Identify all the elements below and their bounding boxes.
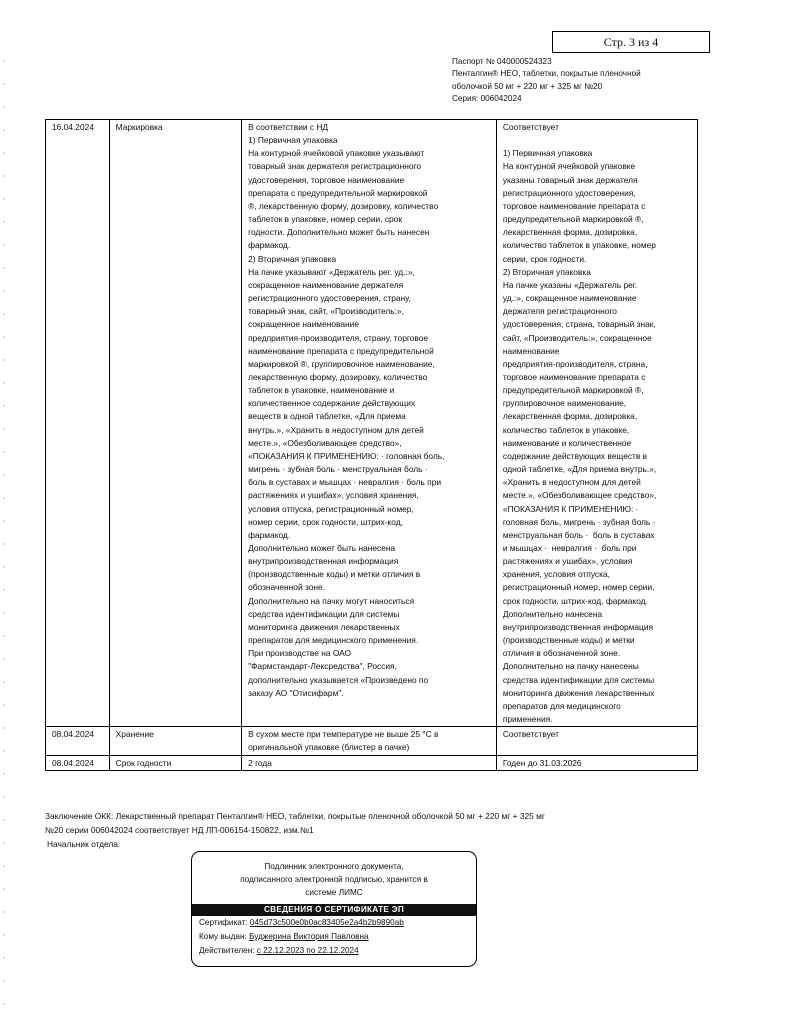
test-date: 08.04.2024 <box>52 757 94 768</box>
requirement-line: мигрень · зубная боль · менструальная боль · <box>248 464 428 475</box>
requirement-line: внутрь.», «Хранить в недоступном для детей <box>248 424 424 435</box>
result-line: применения. <box>502 714 553 725</box>
requirement-line: При производстве на ОАО <box>248 648 352 659</box>
result-cell <box>496 120 697 727</box>
cert-label: Сертификат: <box>199 918 248 927</box>
result-line: Дополнительно на пачку нанесены <box>502 661 639 672</box>
result-line: предприятия-производителя, страна, <box>502 358 648 369</box>
requirement-line: 1) Первичная упаковка <box>248 135 338 146</box>
requirement-line: таблеток в упаковке, наименование и <box>248 385 395 396</box>
page-number: Стр. 3 из 4 <box>603 34 659 49</box>
issued-value: Буджерина Виктория Павловна <box>249 932 369 941</box>
certificate-row <box>192 916 476 930</box>
result-line: мониторинга движения лекарственных <box>502 687 655 698</box>
requirement-line: средства идентификации для системы <box>248 608 400 619</box>
issued-label: Кому выдан: <box>199 932 247 941</box>
result-line: менструальная боль · боль в суставах <box>502 529 655 540</box>
result-cell <box>496 727 697 755</box>
result-line: срок годности, штрих-код, фармакод. <box>502 595 648 606</box>
requirement-line: маркировкой ®, группировочное наименование, <box>248 358 435 369</box>
page-number-box <box>552 31 710 53</box>
table-row <box>46 120 698 727</box>
result-line: одной таблетке, «Для приема внутрь.», <box>502 464 657 475</box>
result-line: содержание действующих веществ в <box>502 450 648 461</box>
result-line: количество таблеток в упаковке, номер <box>502 240 656 251</box>
parameter-cell <box>109 727 241 755</box>
requirement-line: Дополнительно на пачку могут наноситься <box>248 595 415 606</box>
result-line: 2) Вторичная упаковка <box>502 266 591 277</box>
cert-value: 045d73c500e0b0ac83405e2a4b2b9890ab <box>249 918 404 927</box>
requirement-line: лекарственную форму, дозировку, количество <box>248 371 428 382</box>
parameter-name: Срок годности <box>115 757 172 768</box>
requirement-line: товарный знак, сайт, «Производитель:», <box>248 306 404 317</box>
result-line: сайт, «Производитель:», сокращенное <box>502 332 652 343</box>
requirement-line: месте.», «Обезболивающее средство», <box>248 437 402 448</box>
requirement-line: товарный знак держателя регистрационного <box>248 161 422 172</box>
requirement-line: "Фармстандарт-Лексредства", Россия, <box>248 661 397 672</box>
result-line: Дополнительно нанесена <box>502 608 603 619</box>
result-line: хранения, условия отпуска, <box>502 569 610 580</box>
result-line: средства идентификации для системы <box>502 674 655 685</box>
result-line: лекарственная форма, дозировка, <box>502 411 638 422</box>
result-line: регистрационный номер, номер серии, <box>502 582 655 593</box>
chief-label: Начальник отдела: <box>47 839 121 849</box>
product-name-line1: Пенталгин® НЕО, таблетки, покрытые пленочной <box>452 69 641 79</box>
requirement-line: количественное содержание действующих <box>248 398 416 409</box>
result-line: месте.», «Обезболивающее средство», <box>502 490 657 501</box>
requirement-line: На контурной ячейковой упаковке указывают <box>248 148 425 159</box>
requirement-line: Дополнительно может быть нанесена <box>248 543 396 553</box>
result-line <box>503 134 694 147</box>
result-line: 1) Первичная упаковка <box>502 148 593 159</box>
stamp-line1: Подлинник электронного документа, <box>264 862 404 871</box>
result-line: торговое наименование препарата с <box>502 200 646 211</box>
result-line: отличия в обозначенной зоне. <box>502 648 621 659</box>
requirement-cell <box>242 727 497 755</box>
table-row <box>46 727 698 755</box>
requirement-line: оригинальной упаковке (блистер в пачке) <box>248 742 410 753</box>
result-line: (производственные коды) и метки <box>502 635 635 646</box>
parameter-cell <box>109 120 241 727</box>
requirement-line: внутрипроизводственная информация <box>248 556 399 567</box>
parameter-name: Хранение <box>115 729 154 740</box>
result-line: уд.:», сокращенное наименование <box>502 293 637 304</box>
requirement-line: таблеток в упаковке, номер серии, срок <box>248 214 403 225</box>
valid-row <box>192 944 476 958</box>
result-line: торговое наименование препарата с <box>502 371 646 382</box>
requirement-line: сокращенное наименование держателя <box>248 279 404 290</box>
result-line: предупредительной маркировкой ®, <box>502 385 644 396</box>
requirement-line: условия отпуска, регистрационный номер, <box>248 503 414 514</box>
requirement-line: растяжениях и ушибах», условия хранения, <box>248 490 419 501</box>
test-date: 16.04.2024 <box>52 122 94 132</box>
parameter-name: Маркировка <box>115 122 163 132</box>
requirement-cell <box>242 120 497 727</box>
requirement-line: дополнительно указывается «Произведено по <box>248 674 429 685</box>
test-date: 08.04.2024 <box>52 729 94 740</box>
requirement-line: фармакод. <box>248 529 291 540</box>
certificate-info-bar: СВЕДЕНИЯ О СЕРТИФИКАТЕ ЭП <box>192 904 476 916</box>
result-line: удостоверения, страна, товарный знак, <box>502 319 656 330</box>
result-line: Годен до 31.03.2026 <box>502 757 582 768</box>
requirement-line: сокращенное наименование <box>248 319 359 330</box>
result-line: и мышцах · невралгия · боль при <box>502 543 637 553</box>
valid-label: Действителен: <box>199 946 255 955</box>
requirement-line: препарата с предупредительной маркировкой <box>248 187 428 198</box>
issued-row <box>192 930 476 944</box>
result-line: предупредительной маркировкой ®, <box>502 214 644 225</box>
requirement-line: ®, лекарственную форму, дозировку, количество <box>248 200 439 211</box>
result-line: растяжениях и ушибах», условия <box>502 556 633 567</box>
valid-value: с 22.12.2023 по 22.12.2024 <box>256 946 359 955</box>
stamp-line2: подписанного электронной подписью, хранится в <box>240 875 428 884</box>
requirement-line: заказу АО "Отисифарм". <box>248 687 344 698</box>
parameter-cell <box>109 755 241 770</box>
requirement-line: удостоверения, торговое наименование <box>248 174 405 185</box>
result-line: препаратов для медицинского <box>502 700 621 711</box>
result-line: Соответствует <box>502 729 559 740</box>
requirement-line: боль в суставах и мышцах · невралгия · боль при <box>248 477 442 488</box>
requirement-line: предприятия-производителя, страну, торговое <box>248 332 429 343</box>
requirement-line: (производственные коды) и метки отличия в <box>248 569 421 580</box>
result-line: На контурной ячейковой упаковке <box>502 161 636 172</box>
result-line: внутрипроизводственная информация <box>502 621 654 632</box>
series-number: Серия: 006042024 <box>452 94 522 104</box>
product-name-line2: оболочкой 50 мг + 220 мг + 325 мг №20 <box>452 81 603 91</box>
result-line: группировочное наименование, <box>502 398 627 409</box>
result-line: «Хранить в недоступном для детей <box>502 477 641 488</box>
requirement-line: На пачке указывают «Держатель рег. уд.:», <box>248 266 415 277</box>
result-line: регистрационного удостоверения, <box>502 187 636 198</box>
result-line: наименование и количественное <box>502 437 632 448</box>
requirement-line: годности. Дополнительно может быть нанесен <box>248 227 430 238</box>
date-cell <box>46 755 110 770</box>
result-line: наименование <box>502 345 560 356</box>
result-line: Соответствует <box>502 122 559 132</box>
requirement-line: наименование препарата с предупредительной <box>248 345 434 356</box>
conclusion <box>45 810 605 837</box>
passport-number: Паспорт № 040000524323 <box>452 57 552 66</box>
requirement-line: «ПОКАЗАНИЯ К ПРИМЕНЕНИЮ: · головная боль, <box>248 450 445 461</box>
passport-header <box>452 56 641 106</box>
requirement-line: мониторинга движения лекарственных <box>248 621 400 632</box>
conclusion-line2: №20 серии 006042024 соответствует НД ЛП-006154-150822, изм.№1 <box>45 824 314 835</box>
scan-edge-marks <box>3 60 5 1020</box>
stamp-line3: системе ЛИМС <box>305 888 363 897</box>
requirement-cell <box>242 755 497 770</box>
requirement-line: 2 года <box>248 757 272 768</box>
result-line: лекарственная форма, дозировка, <box>502 227 638 238</box>
requirement-line: фармакод. <box>248 240 291 251</box>
test-results-table <box>45 119 698 771</box>
date-cell <box>46 120 110 727</box>
requirement-line: веществ в одной таблетке, «Для приема <box>248 411 406 422</box>
result-line: «ПОКАЗАНИЯ К ПРИМЕНЕНИЮ: · <box>502 503 639 514</box>
requirement-line: препаратов для медицинского применения. <box>248 635 419 646</box>
result-line: держателя регистрационного <box>502 306 617 317</box>
conclusion-line1: Заключение ОКК: Лекарственный препарат Пенталгин® НЕО, таблетки, покрытые пленочной оболочкой 50 мг + 220 мг + 325 мг <box>45 811 545 821</box>
table-row <box>46 755 698 770</box>
requirement-line: 2) Вторичная упаковка <box>248 253 337 264</box>
result-line: указаны товарный знак держателя <box>502 174 638 185</box>
electronic-signature-stamp <box>191 851 477 967</box>
date-cell <box>46 727 110 755</box>
requirement-line: В сухом месте при температуре не выше 25 °С в <box>248 729 439 740</box>
requirement-line: номер серии, срок годности, штрих-код, <box>248 516 403 527</box>
result-line: На пачке указаны «Держатель рег. <box>502 279 638 290</box>
result-line: головная боль, мигрень · зубная боль · <box>502 516 656 527</box>
requirement-line: В соответствии с НД <box>248 122 329 132</box>
result-line: количество таблеток в упаковке, <box>502 424 630 435</box>
result-cell <box>496 755 697 770</box>
requirement-line: обозначенной зоне. <box>248 582 325 593</box>
result-line: серии, срок годности. <box>502 253 587 264</box>
requirement-line: регистрационного удостоверения, страну, <box>248 293 411 304</box>
